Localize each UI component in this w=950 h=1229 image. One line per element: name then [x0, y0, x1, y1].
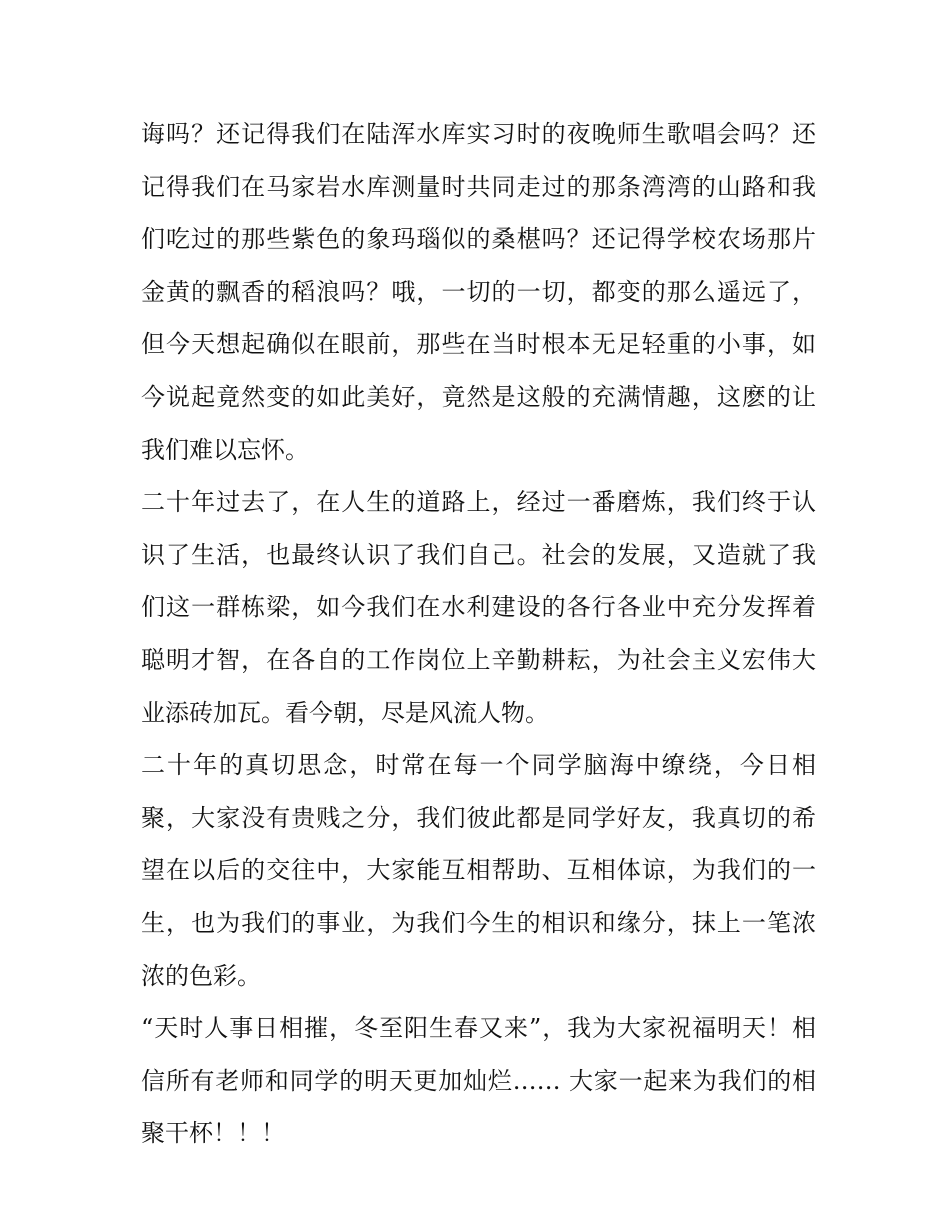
text-line-15: 望在以后的交往中，大家能互相帮助、互相体谅，为我们的一	[141, 856, 816, 885]
text-line-9: 识了生活，也最终认识了我们自己。社会的发展，又造就了我	[141, 540, 816, 569]
text-line-14: 聚，大家没有贵贱之分，我们彼此都是同学好友，我真切的希	[141, 803, 816, 832]
text-line-20: 聚干杯！！！	[141, 1119, 285, 1148]
text-line-1: 诲吗？还记得我们在陆浑水库实习时的夜晚师生歌唱会吗？还	[141, 120, 816, 148]
text-line-7: 我们难以忘怀。	[141, 435, 309, 464]
text-line-4: 金黄的飘香的稻浪吗？哦，一切的一切，都变的那么遥远了，	[141, 277, 816, 306]
text-line-17: 浓的色彩。	[141, 961, 261, 990]
text-line-8: 二十年过去了，在人生的道路上，经过一番磨炼，我们终于认	[141, 488, 816, 517]
text-line-3: 们吃过的那些紫色的象玛瑙似的桑椹吗？还记得学校农场那片	[141, 225, 816, 254]
text-line-10: 们这一群栋梁，如今我们在水利建设的各行各业中充分发挥着	[141, 593, 816, 622]
body-text	[141, 108, 816, 1160]
text-line-19: 信所有老师和同学的明天更加灿烂…… 大家一起来为我们的相	[141, 1066, 816, 1095]
text-line-16: 生，也为我们的事业，为我们今生的相识和缘分，抹上一笔浓	[141, 908, 816, 937]
text-line-2: 记得我们在马家岩水库测量时共同走过的那条湾湾的山路和我	[141, 172, 816, 201]
text-line-5: 但今天想起确似在眼前，那些在当时根本无足轻重的小事，如	[141, 330, 816, 359]
text-line-11: 聪明才智，在各自的工作岗位上辛勤耕耘，为社会主义宏伟大	[141, 645, 816, 674]
text-line-12: 业添砖加瓦。看今朝，尽是风流人物。	[141, 698, 549, 727]
text-line-18: “天时人事日相摧，冬至阳生春又来”，我为大家祝福明天！相	[141, 1014, 816, 1043]
text-line-6: 今说起竟然变的如此美好，竟然是这般的充满情趣，这麽的让	[141, 382, 816, 411]
text-line-13: 二十年的真切思念，时常在每一个同学脑海中缭绕，今日相	[141, 751, 816, 780]
